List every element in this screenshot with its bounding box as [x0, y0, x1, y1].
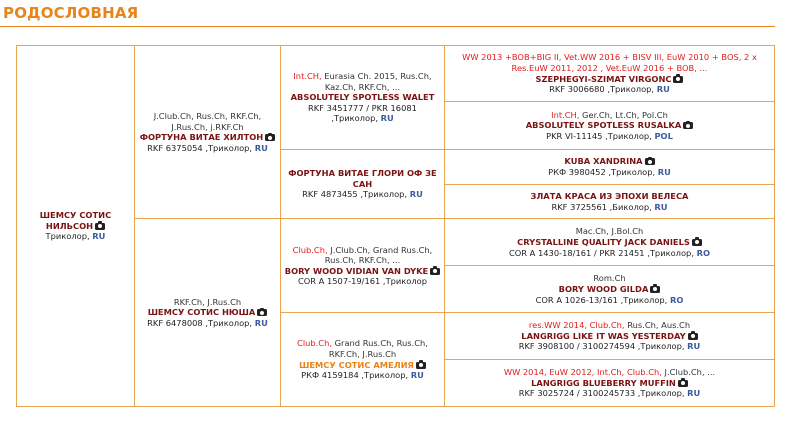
- dd-reg: РКФ 4159184 ,Триколор,: [301, 370, 409, 381]
- camera-icon[interactable]: [650, 286, 660, 293]
- sds-name[interactable]: KUBA XANDRINA: [564, 156, 643, 167]
- sss-name[interactable]: SZEPHEGYI-SZIMAT VIRGONC: [535, 73, 672, 84]
- sdd-name[interactable]: ЗЛАТА КРАСА ИЗ ЭПОХИ ВЕЛЕСА: [530, 190, 689, 201]
- ssd-country: POL: [654, 130, 673, 141]
- sd-reg: RKF 4873455 ,Триколор,: [302, 189, 408, 200]
- title-divider: [0, 26, 775, 27]
- pedigree-sdd: [445, 184, 775, 219]
- pedigree-dog: [17, 46, 135, 407]
- dd-country: RU: [410, 370, 424, 381]
- pedigree-dam: [135, 219, 281, 407]
- dd-titles: Grand Rus.Ch, Rus.Ch, RKF.Ch, J.Rus.Ch: [328, 338, 428, 359]
- pedigree-ssd: [445, 102, 775, 150]
- dss-country: RO: [696, 247, 711, 258]
- sss-titles-red: WW 2013 +BOB+BIG II, Vet.WW 2016 + BISV III, EuW 2010 + BOS, 2 x Res.EuW 2011, 2012 , Vet.EuW 2016 + BOB, ...: [462, 52, 757, 73]
- dog-reg: Триколор,: [45, 231, 90, 242]
- pedigree-sire-sire: [281, 46, 445, 150]
- pedigree-sire-dam: [281, 150, 445, 219]
- camera-icon[interactable]: [688, 333, 698, 340]
- pedigree-dam-dam: [281, 313, 445, 407]
- pedigree-dam-sire: [281, 219, 445, 313]
- dds-titles-red: res.WW 2014, Club.Ch,: [528, 320, 625, 331]
- sire-reg: RKF 6375054 ,Триколор,: [147, 142, 253, 153]
- pedigree-dds: [445, 313, 775, 360]
- sss-country: RU: [656, 84, 670, 95]
- dd-titles-red: Club.Ch,: [297, 338, 332, 349]
- dam-reg: RKF 6478008 ,Триколор,: [147, 317, 253, 328]
- sss-reg: RKF 3006680 ,Триколор,: [549, 84, 655, 95]
- dsd-reg: COR A 1026-13/161 ,Триколор,: [535, 294, 668, 305]
- camera-icon[interactable]: [678, 380, 688, 387]
- camera-icon[interactable]: [645, 158, 655, 165]
- ddd-name[interactable]: LANGRIGG BLUEBERRY MUFFIN: [531, 377, 676, 388]
- sd-name[interactable]: ФОРТУНА ВИТАЕ ГЛОРИ ОФ ЗЕ САН: [288, 168, 437, 189]
- sds-reg: РКФ 3980452 ,Триколор,: [548, 166, 656, 177]
- dog-name[interactable]: ШЕМСУ СОТИС НИЛЬСОН: [39, 210, 112, 231]
- camera-icon[interactable]: [265, 134, 275, 141]
- sdd-country: RU: [654, 201, 668, 212]
- ds-name[interactable]: BORY WOOD VIDIAN VAN DYKE: [284, 265, 429, 276]
- pedigree-table: [16, 45, 775, 407]
- dsd-titles: Rom.Ch: [593, 273, 626, 284]
- dds-titles: Rus.Ch, Aus.Ch: [624, 320, 691, 331]
- sire-titles: J.Club.Ch, Rus.Ch, RKF.Ch, J.Rus.Ch, j.RKF.Ch: [153, 110, 262, 132]
- camera-icon[interactable]: [673, 76, 683, 83]
- sire-country: RU: [254, 142, 268, 153]
- dds-reg: RKF 3908100 / 3100274594 ,Триколор,: [518, 341, 685, 352]
- ss-name[interactable]: ABSOLUTELY SPOTLESS WALET: [290, 92, 435, 103]
- ss-reg: RKF 3451777 / PKR 16081 ,Триколор,: [308, 102, 417, 124]
- ss-titles-red: Int.CH,: [293, 70, 322, 81]
- pedigree-sire: [135, 46, 281, 219]
- dsd-country: RO: [669, 294, 684, 305]
- pedigree-ddd: [445, 360, 775, 407]
- page-title: РОДОСЛОВНАЯ: [3, 4, 139, 22]
- ds-titles-red: Club.Ch,: [292, 244, 328, 255]
- dam-titles: RKF.Ch, J.Rus.Ch: [173, 296, 242, 307]
- sd-country: RU: [409, 189, 423, 200]
- ddd-titles: J.Club.Ch, ...: [661, 367, 716, 378]
- dss-reg: COR A 1430-18/161 / PKR 21451 ,Триколор,: [508, 247, 694, 258]
- dam-country: RU: [254, 317, 268, 328]
- ssd-titles: Ger.Ch, Lt.Ch, Pol.Ch: [579, 109, 668, 120]
- ssd-reg: PKR VI-11145 ,Триколор,: [546, 130, 652, 141]
- pedigree-sss: [445, 46, 775, 102]
- ddd-titles-red: WW 2014, EuW 2012, Int.Ch, Club.Ch,: [503, 367, 662, 378]
- dds-name[interactable]: LANGRIGG LIKE IT WAS YESTERDAY: [521, 330, 686, 341]
- ss-titles: Eurasia Ch. 2015, Rus.Ch, Kaz.Ch, RKF.Ch, ...: [321, 70, 432, 92]
- camera-icon[interactable]: [95, 223, 105, 230]
- dss-name[interactable]: CRYSTALLINE QUALITY JACK DANIELS: [517, 236, 690, 247]
- sds-country: RU: [657, 166, 671, 177]
- dd-name[interactable]: ШЕМСУ СОТИС АМЕЛИЯ: [299, 359, 414, 370]
- dam-name[interactable]: ШЕМСУ СОТИС НЮША: [147, 307, 256, 318]
- camera-icon[interactable]: [683, 122, 693, 129]
- ds-reg: COR A 1507-19/161 ,Триколор: [297, 276, 428, 287]
- sire-name[interactable]: ФОРТУНА ВИТАЕ ХИЛТОН: [139, 132, 264, 143]
- camera-icon[interactable]: [430, 268, 440, 275]
- camera-icon[interactable]: [416, 362, 426, 369]
- ssd-name[interactable]: ABSOLUTELY SPOTLESS RUSALKA: [525, 120, 682, 131]
- dsd-name[interactable]: BORY WOOD GILDA: [558, 283, 649, 294]
- pedigree-dss: [445, 219, 775, 266]
- ssd-titles-red: Int.CH,: [551, 109, 580, 120]
- dog-country: RU: [92, 231, 106, 242]
- camera-icon[interactable]: [692, 239, 702, 246]
- pedigree-sds: [445, 150, 775, 185]
- pedigree-dsd: [445, 266, 775, 313]
- ds-titles: J.Club.Ch, Grand Rus.Ch, Rus.Ch, RKF.Ch, ...: [324, 244, 433, 266]
- dss-titles: Mac.Ch, J.Bol.Ch: [575, 226, 644, 237]
- camera-icon[interactable]: [257, 309, 267, 316]
- dds-country: RU: [687, 341, 701, 352]
- ss-country: RU: [380, 113, 394, 124]
- ddd-reg: RKF 3025724 / 3100245733 ,Триколор,: [518, 388, 685, 399]
- ddd-country: RU: [687, 388, 701, 399]
- sdd-reg: RKF 3725561 ,Биколор,: [551, 201, 652, 212]
